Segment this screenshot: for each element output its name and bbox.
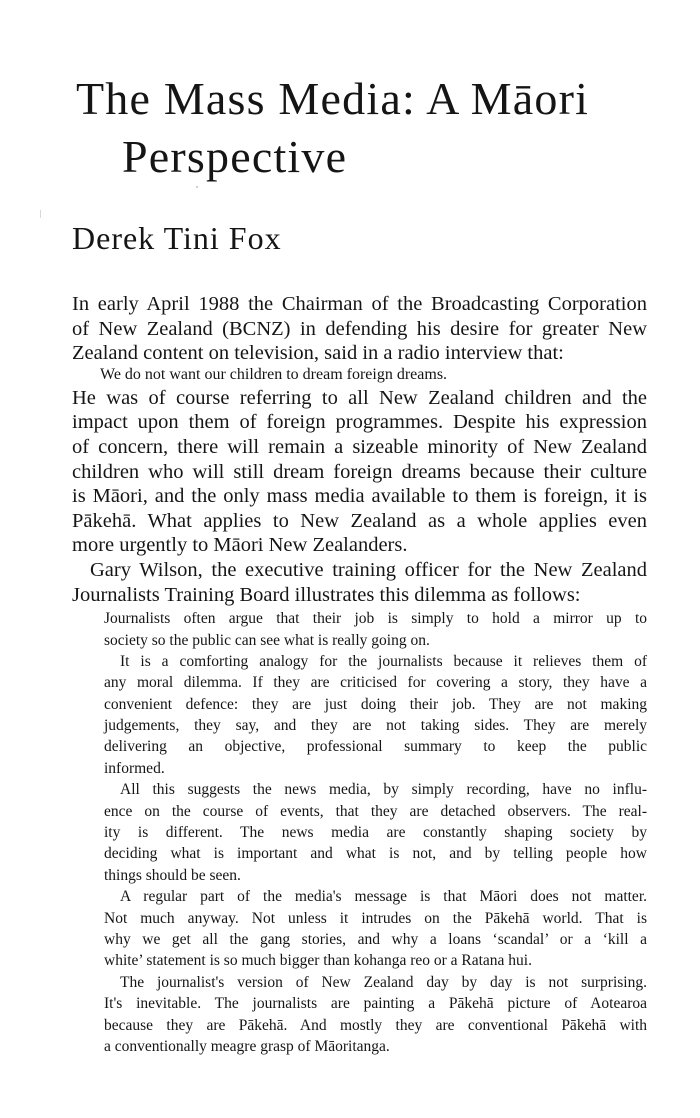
quote-paragraph — [104, 886, 647, 972]
quote-line: why we get all the gang stories, and why a loans ‘scandal’ or a ‘kill a — [104, 930, 647, 948]
text-line: of New Zealand (BCNZ) in defending his desire for greater New — [72, 317, 647, 340]
quote-line: Journalists often argue that their job is simply to hold a mirror up to — [104, 610, 647, 628]
article-title — [76, 70, 676, 186]
quote-line: Not much anyway. Not unless it intrudes on the Pākehā world. That is — [104, 909, 647, 927]
quote-line: A regular part of the media's message is that Māori does not matter. — [120, 888, 647, 906]
quote-line: The journalist's version of New Zealand day by day is not surprising. — [120, 973, 647, 991]
quote-line: society so the public can see what is really going on. — [104, 631, 430, 649]
text-line: Zealand content on television, said in a radio interview that: — [72, 342, 564, 365]
block-quote — [104, 608, 647, 1057]
quote-line: convenient defence: they are just doing their job. They are not making — [104, 695, 647, 713]
quote-line: white’ statement is so much bigger than kohanga reo or a Ratana hui. — [104, 952, 532, 970]
quote-line: informed. — [104, 759, 165, 777]
inline-quote: We do not want our children to dream foreign dreams. — [100, 365, 448, 383]
paragraph-3 — [72, 558, 647, 607]
text-line: impact upon them of foreign programmes. Despite his expression — [72, 411, 647, 434]
text-line: is Māori, and the only mass media available to them is foreign, it is — [72, 485, 647, 508]
title-line-2: Perspective — [122, 131, 348, 182]
quote-line: ity is different. The news media are constantly shaping society by — [104, 824, 647, 842]
text-line: Gary Wilson, the executive training officer for the New Zealand — [90, 558, 647, 581]
quote-paragraph — [104, 608, 647, 651]
text-line: Pākehā. What applies to New Zealand as a whole applies even — [72, 509, 647, 532]
text-line: of concern, there will remain a sizeable minority of New Zealand — [72, 435, 647, 458]
quote-line: because they are Pākehā. And mostly they are conventional Pākehā with — [104, 1016, 647, 1034]
quote-line: ence on the course of events, that they are detached observers. The real- — [104, 802, 647, 820]
title-line-1: The Mass Media: A Māori — [76, 73, 590, 124]
quote-paragraph — [104, 779, 647, 886]
paragraph-2 — [72, 386, 647, 558]
scan-speck — [196, 186, 198, 188]
quote-line: a conventionally meagre grasp of Māoritanga. — [104, 1037, 390, 1055]
text-line: children who will still dream foreign dreams because their culture — [72, 460, 647, 483]
text-line: He was of course referring to all New Zealand children and the — [72, 386, 647, 409]
text-line: In early April 1988 the Chairman of the Broadcasting Corporation — [72, 293, 647, 315]
quote-line: It is a comforting analogy for the journalists because it relieves them of — [120, 652, 647, 670]
quote-line: any moral dilemma. If they are criticised for covering a story, they have a — [104, 674, 647, 692]
text-line: more urgently to Māori New Zealanders. — [72, 534, 408, 557]
quote-line: judgements, they say, and they are not taking sides. They are merely — [104, 717, 647, 735]
scan-mark — [40, 210, 41, 218]
quote-line: It's inevitable. The journalists are painting a Pākehā picture of Aotearoa — [104, 995, 647, 1013]
article-body — [72, 292, 647, 1057]
text-line: Journalists Training Board illustrates this dilemma as follows: — [72, 583, 581, 606]
quote-paragraph — [104, 651, 647, 779]
paragraph-1 — [72, 292, 647, 366]
quote-paragraph — [104, 972, 647, 1058]
quote-line: delivering an objective, professional summary to keep the public — [104, 738, 647, 756]
quote-line: things should be seen. — [104, 866, 241, 884]
quote-line: All this suggests the news media, by simply recording, have no influ- — [120, 781, 647, 799]
author-name: Derek Tini Fox — [72, 220, 282, 256]
quote-line: deciding what is important and what is not, and by telling people how — [104, 845, 647, 863]
